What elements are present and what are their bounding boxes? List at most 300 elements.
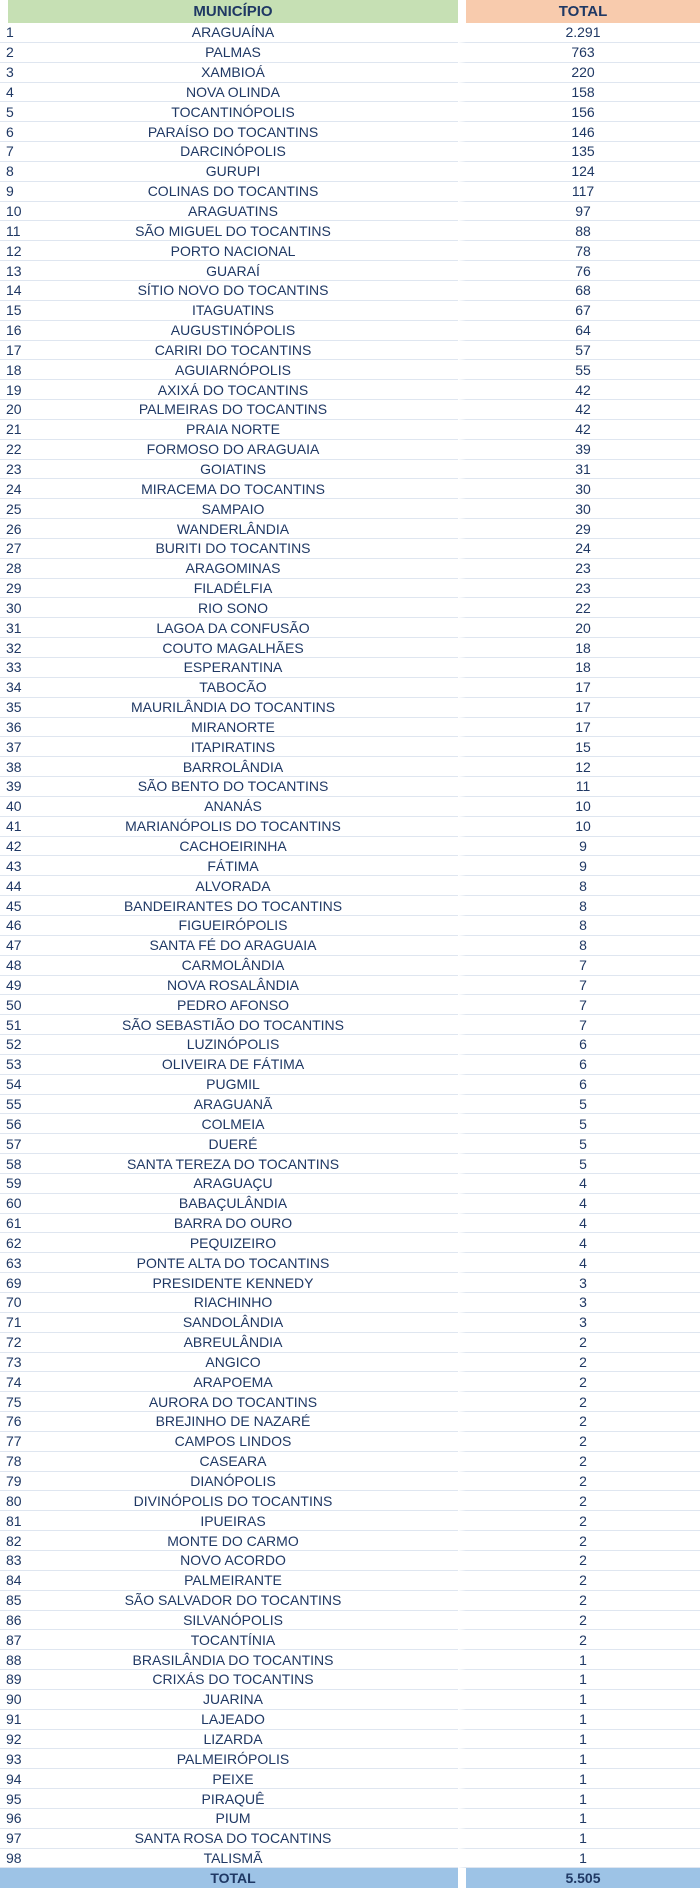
row-municipio: ANANÁS bbox=[8, 797, 458, 817]
row-index: 5 bbox=[0, 102, 8, 122]
table-row bbox=[0, 420, 700, 440]
row-municipio: MARIANÓPOLIS DO TOCANTINS bbox=[8, 817, 458, 837]
table-row bbox=[0, 102, 700, 122]
row-municipio: PALMAS bbox=[8, 43, 458, 63]
table-row bbox=[0, 876, 700, 896]
row-index: 26 bbox=[0, 519, 8, 539]
row-total: 2 bbox=[458, 1412, 700, 1432]
row-total: 4 bbox=[458, 1233, 700, 1253]
row-total: 2 bbox=[458, 1511, 700, 1531]
row-municipio: GURUPI bbox=[8, 162, 458, 182]
row-municipio: DIANÓPOLIS bbox=[8, 1472, 458, 1492]
table-row bbox=[0, 1174, 700, 1194]
row-municipio: FILADÉLFIA bbox=[8, 579, 458, 599]
row-index: 76 bbox=[0, 1412, 8, 1432]
row-total: 2 bbox=[458, 1551, 700, 1571]
table-row bbox=[0, 122, 700, 142]
row-index: 49 bbox=[0, 976, 8, 996]
footer-total-label: TOTAL bbox=[8, 1868, 458, 1888]
table-row bbox=[0, 83, 700, 103]
table-row bbox=[0, 1690, 700, 1710]
row-index: 55 bbox=[0, 1095, 8, 1115]
row-total: 4 bbox=[458, 1214, 700, 1234]
row-total: 8 bbox=[458, 876, 700, 896]
row-index: 59 bbox=[0, 1174, 8, 1194]
row-municipio: COUTO MAGALHÃES bbox=[8, 638, 458, 658]
row-municipio: SANDOLÂNDIA bbox=[8, 1313, 458, 1333]
table-row bbox=[0, 63, 700, 83]
row-total: 1 bbox=[458, 1670, 700, 1690]
row-total: 5 bbox=[458, 1154, 700, 1174]
row-municipio: PEQUIZEIRO bbox=[8, 1233, 458, 1253]
row-total: 5 bbox=[458, 1114, 700, 1134]
row-municipio: ANGICO bbox=[8, 1353, 458, 1373]
row-total: 763 bbox=[458, 43, 700, 63]
table-row bbox=[0, 1809, 700, 1829]
row-total: 23 bbox=[458, 579, 700, 599]
row-index: 72 bbox=[0, 1333, 8, 1353]
row-index: 20 bbox=[0, 400, 8, 420]
row-municipio: XAMBIOÁ bbox=[8, 63, 458, 83]
row-municipio: MIRACEMA DO TOCANTINS bbox=[8, 479, 458, 499]
row-total: 9 bbox=[458, 837, 700, 857]
table-row bbox=[0, 1789, 700, 1809]
row-municipio: SÍTIO NOVO DO TOCANTINS bbox=[8, 281, 458, 301]
table-row bbox=[0, 956, 700, 976]
row-index: 33 bbox=[0, 658, 8, 678]
row-index: 31 bbox=[0, 618, 8, 638]
row-municipio: LUZINÓPOLIS bbox=[8, 1035, 458, 1055]
row-total: 1 bbox=[458, 1789, 700, 1809]
table-row bbox=[0, 1829, 700, 1849]
row-index: 42 bbox=[0, 837, 8, 857]
header-total: TOTAL bbox=[458, 0, 700, 23]
table-row bbox=[0, 896, 700, 916]
table-row bbox=[0, 1452, 700, 1472]
table-row bbox=[0, 539, 700, 559]
row-index: 77 bbox=[0, 1432, 8, 1452]
header-municipio: MUNICÍPIO bbox=[8, 0, 458, 23]
row-index: 61 bbox=[0, 1214, 8, 1234]
footer-index-cell bbox=[0, 1868, 8, 1888]
row-total: 42 bbox=[458, 400, 700, 420]
table-row bbox=[0, 777, 700, 797]
row-index: 84 bbox=[0, 1571, 8, 1591]
row-index: 1 bbox=[0, 23, 8, 43]
row-total: 6 bbox=[458, 1075, 700, 1095]
table-row bbox=[0, 440, 700, 460]
row-municipio: GUARAÍ bbox=[8, 261, 458, 281]
row-total: 68 bbox=[458, 281, 700, 301]
row-index: 90 bbox=[0, 1690, 8, 1710]
row-index: 28 bbox=[0, 559, 8, 579]
table-row bbox=[0, 519, 700, 539]
row-total: 135 bbox=[458, 142, 700, 162]
row-total: 11 bbox=[458, 777, 700, 797]
row-municipio: CACHOEIRINHA bbox=[8, 837, 458, 857]
row-total: 57 bbox=[458, 341, 700, 361]
table-row bbox=[0, 678, 700, 698]
row-municipio: SAMPAIO bbox=[8, 499, 458, 519]
row-municipio: TALISMÃ bbox=[8, 1849, 458, 1869]
row-municipio: OLIVEIRA DE FÁTIMA bbox=[8, 1055, 458, 1075]
row-total: 158 bbox=[458, 83, 700, 103]
table-row bbox=[0, 618, 700, 638]
row-index: 94 bbox=[0, 1769, 8, 1789]
row-total: 1 bbox=[458, 1769, 700, 1789]
row-index: 8 bbox=[0, 162, 8, 182]
row-total: 8 bbox=[458, 896, 700, 916]
row-index: 43 bbox=[0, 856, 8, 876]
row-index: 17 bbox=[0, 341, 8, 361]
row-municipio: PEDRO AFONSO bbox=[8, 995, 458, 1015]
row-index: 45 bbox=[0, 896, 8, 916]
header-index-cell bbox=[0, 0, 8, 23]
row-total: 20 bbox=[458, 618, 700, 638]
row-municipio: AUGUSTINÓPOLIS bbox=[8, 321, 458, 341]
table-row bbox=[0, 202, 700, 222]
row-total: 67 bbox=[458, 301, 700, 321]
row-index: 9 bbox=[0, 182, 8, 202]
row-municipio: DIVINÓPOLIS DO TOCANTINS bbox=[8, 1491, 458, 1511]
table-row bbox=[0, 1531, 700, 1551]
row-total: 2 bbox=[458, 1531, 700, 1551]
row-municipio: TOCANTINÓPOLIS bbox=[8, 102, 458, 122]
row-index: 14 bbox=[0, 281, 8, 301]
row-total: 7 bbox=[458, 976, 700, 996]
table-row bbox=[0, 1432, 700, 1452]
row-index: 21 bbox=[0, 420, 8, 440]
row-municipio: ITAPIRATINS bbox=[8, 737, 458, 757]
table-row bbox=[0, 1511, 700, 1531]
row-municipio: SÃO BENTO DO TOCANTINS bbox=[8, 777, 458, 797]
row-municipio: ARAGUATINS bbox=[8, 202, 458, 222]
row-index: 58 bbox=[0, 1154, 8, 1174]
row-index: 22 bbox=[0, 440, 8, 460]
row-municipio: DARCINÓPOLIS bbox=[8, 142, 458, 162]
row-total: 88 bbox=[458, 221, 700, 241]
table-row bbox=[0, 598, 700, 618]
row-index: 50 bbox=[0, 995, 8, 1015]
row-municipio: SANTA TEREZA DO TOCANTINS bbox=[8, 1154, 458, 1174]
table-footer-row bbox=[0, 1868, 700, 1888]
table-row bbox=[0, 718, 700, 738]
row-total: 7 bbox=[458, 1015, 700, 1035]
table-row bbox=[0, 1591, 700, 1611]
row-municipio: BABAÇULÂNDIA bbox=[8, 1194, 458, 1214]
row-index: 95 bbox=[0, 1789, 8, 1809]
row-total: 2 bbox=[458, 1452, 700, 1472]
table-row bbox=[0, 1333, 700, 1353]
row-municipio: PIRAQUÊ bbox=[8, 1789, 458, 1809]
row-municipio: ARAGOMINAS bbox=[8, 559, 458, 579]
table-row bbox=[0, 23, 700, 43]
row-total: 1 bbox=[458, 1650, 700, 1670]
table-row bbox=[0, 1015, 700, 1035]
row-total: 10 bbox=[458, 817, 700, 837]
row-index: 82 bbox=[0, 1531, 8, 1551]
row-index: 78 bbox=[0, 1452, 8, 1472]
row-index: 91 bbox=[0, 1710, 8, 1730]
row-index: 53 bbox=[0, 1055, 8, 1075]
table-row bbox=[0, 1194, 700, 1214]
row-index: 27 bbox=[0, 539, 8, 559]
row-municipio: BARRA DO OURO bbox=[8, 1214, 458, 1234]
row-index: 4 bbox=[0, 83, 8, 103]
table-row bbox=[0, 1630, 700, 1650]
row-municipio: CASEARA bbox=[8, 1452, 458, 1472]
table-row bbox=[0, 162, 700, 182]
row-municipio: RIO SONO bbox=[8, 598, 458, 618]
row-municipio: RIACHINHO bbox=[8, 1293, 458, 1313]
row-total: 1 bbox=[458, 1710, 700, 1730]
table-body bbox=[0, 23, 700, 1868]
row-municipio: ALVORADA bbox=[8, 876, 458, 896]
row-index: 89 bbox=[0, 1670, 8, 1690]
row-total: 8 bbox=[458, 916, 700, 936]
row-index: 74 bbox=[0, 1372, 8, 1392]
row-total: 2 bbox=[458, 1432, 700, 1452]
row-index: 39 bbox=[0, 777, 8, 797]
table-header-row bbox=[0, 0, 700, 23]
row-total: 24 bbox=[458, 539, 700, 559]
row-municipio: CARIRI DO TOCANTINS bbox=[8, 341, 458, 361]
row-municipio: ARAGUAÍNA bbox=[8, 23, 458, 43]
row-municipio: LAGOA DA CONFUSÃO bbox=[8, 618, 458, 638]
row-total: 2 bbox=[458, 1392, 700, 1412]
row-total: 156 bbox=[458, 102, 700, 122]
row-index: 2 bbox=[0, 43, 8, 63]
row-total: 1 bbox=[458, 1690, 700, 1710]
row-index: 97 bbox=[0, 1829, 8, 1849]
row-total: 1 bbox=[458, 1809, 700, 1829]
row-total: 42 bbox=[458, 420, 700, 440]
row-index: 30 bbox=[0, 598, 8, 618]
table-row bbox=[0, 1154, 700, 1174]
row-index: 32 bbox=[0, 638, 8, 658]
table-row bbox=[0, 579, 700, 599]
row-municipio: BURITI DO TOCANTINS bbox=[8, 539, 458, 559]
row-index: 34 bbox=[0, 678, 8, 698]
table-row bbox=[0, 1551, 700, 1571]
row-total: 2 bbox=[458, 1571, 700, 1591]
row-municipio: PEIXE bbox=[8, 1769, 458, 1789]
row-index: 85 bbox=[0, 1591, 8, 1611]
row-total: 22 bbox=[458, 598, 700, 618]
row-index: 96 bbox=[0, 1809, 8, 1829]
row-total: 7 bbox=[458, 956, 700, 976]
row-total: 17 bbox=[458, 698, 700, 718]
row-total: 2 bbox=[458, 1630, 700, 1650]
row-municipio: COLMEIA bbox=[8, 1114, 458, 1134]
row-total: 1 bbox=[458, 1829, 700, 1849]
row-index: 15 bbox=[0, 301, 8, 321]
row-index: 63 bbox=[0, 1253, 8, 1273]
row-total: 7 bbox=[458, 995, 700, 1015]
row-municipio: ARAPOEMA bbox=[8, 1372, 458, 1392]
row-index: 81 bbox=[0, 1511, 8, 1531]
row-municipio: FÁTIMA bbox=[8, 856, 458, 876]
table-row bbox=[0, 460, 700, 480]
table-row bbox=[0, 1670, 700, 1690]
row-index: 12 bbox=[0, 241, 8, 261]
row-total: 23 bbox=[458, 559, 700, 579]
row-total: 5 bbox=[458, 1095, 700, 1115]
row-total: 29 bbox=[458, 519, 700, 539]
row-total: 39 bbox=[458, 440, 700, 460]
row-total: 64 bbox=[458, 321, 700, 341]
row-index: 16 bbox=[0, 321, 8, 341]
table-row bbox=[0, 1353, 700, 1373]
row-index: 54 bbox=[0, 1075, 8, 1095]
row-total: 117 bbox=[458, 182, 700, 202]
row-municipio: NOVA OLINDA bbox=[8, 83, 458, 103]
table-row bbox=[0, 380, 700, 400]
row-index: 86 bbox=[0, 1611, 8, 1631]
row-index: 10 bbox=[0, 202, 8, 222]
row-municipio: ABREULÂNDIA bbox=[8, 1333, 458, 1353]
table-row bbox=[0, 360, 700, 380]
row-municipio: PALMEIRAS DO TOCANTINS bbox=[8, 400, 458, 420]
row-municipio: PARAÍSO DO TOCANTINS bbox=[8, 122, 458, 142]
table-row bbox=[0, 1095, 700, 1115]
row-total: 4 bbox=[458, 1253, 700, 1273]
row-index: 98 bbox=[0, 1849, 8, 1869]
row-municipio: SANTA FÉ DO ARAGUAIA bbox=[8, 936, 458, 956]
table-row bbox=[0, 1710, 700, 1730]
row-total: 17 bbox=[458, 678, 700, 698]
table-row bbox=[0, 797, 700, 817]
row-municipio: LAJEADO bbox=[8, 1710, 458, 1730]
row-total: 1 bbox=[458, 1730, 700, 1750]
table-row bbox=[0, 1055, 700, 1075]
row-total: 1 bbox=[458, 1849, 700, 1869]
row-municipio: BANDEIRANTES DO TOCANTINS bbox=[8, 896, 458, 916]
table-row bbox=[0, 1412, 700, 1432]
table-row bbox=[0, 1472, 700, 1492]
row-total: 4 bbox=[458, 1194, 700, 1214]
row-total: 124 bbox=[458, 162, 700, 182]
row-total: 2 bbox=[458, 1611, 700, 1631]
row-index: 35 bbox=[0, 698, 8, 718]
row-index: 38 bbox=[0, 757, 8, 777]
table-row bbox=[0, 1114, 700, 1134]
row-municipio: MIRANORTE bbox=[8, 718, 458, 738]
table-row bbox=[0, 1273, 700, 1293]
row-municipio: IPUEIRAS bbox=[8, 1511, 458, 1531]
table-row bbox=[0, 837, 700, 857]
row-index: 47 bbox=[0, 936, 8, 956]
row-index: 18 bbox=[0, 360, 8, 380]
row-index: 36 bbox=[0, 718, 8, 738]
row-municipio: ARAGUAÇU bbox=[8, 1174, 458, 1194]
row-municipio: PALMEIRANTE bbox=[8, 1571, 458, 1591]
table-row bbox=[0, 1233, 700, 1253]
row-total: 2 bbox=[458, 1333, 700, 1353]
table-row bbox=[0, 1134, 700, 1154]
row-total: 9 bbox=[458, 856, 700, 876]
row-total: 4 bbox=[458, 1174, 700, 1194]
row-total: 3 bbox=[458, 1313, 700, 1333]
table-row bbox=[0, 1749, 700, 1769]
row-total: 2 bbox=[458, 1372, 700, 1392]
row-total: 30 bbox=[458, 479, 700, 499]
table-row bbox=[0, 658, 700, 678]
row-index: 57 bbox=[0, 1134, 8, 1154]
row-total: 5 bbox=[458, 1134, 700, 1154]
row-total: 76 bbox=[458, 261, 700, 281]
row-total: 3 bbox=[458, 1273, 700, 1293]
row-index: 69 bbox=[0, 1273, 8, 1293]
row-municipio: AGUIARNÓPOLIS bbox=[8, 360, 458, 380]
table-row bbox=[0, 281, 700, 301]
row-municipio: ARAGUANÃ bbox=[8, 1095, 458, 1115]
row-total: 6 bbox=[458, 1055, 700, 1075]
row-total: 2 bbox=[458, 1472, 700, 1492]
row-municipio: ITAGUATINS bbox=[8, 301, 458, 321]
row-municipio: CAMPOS LINDOS bbox=[8, 1432, 458, 1452]
table-row bbox=[0, 638, 700, 658]
row-municipio: COLINAS DO TOCANTINS bbox=[8, 182, 458, 202]
row-municipio: LIZARDA bbox=[8, 1730, 458, 1750]
row-municipio: TOCANTÍNIA bbox=[8, 1630, 458, 1650]
row-total: 30 bbox=[458, 499, 700, 519]
row-index: 48 bbox=[0, 956, 8, 976]
row-total: 18 bbox=[458, 658, 700, 678]
row-index: 73 bbox=[0, 1353, 8, 1373]
row-municipio: SÃO SALVADOR DO TOCANTINS bbox=[8, 1591, 458, 1611]
row-total: 6 bbox=[458, 1035, 700, 1055]
row-municipio: CRIXÁS DO TOCANTINS bbox=[8, 1670, 458, 1690]
table-row bbox=[0, 341, 700, 361]
row-total: 2 bbox=[458, 1591, 700, 1611]
row-index: 19 bbox=[0, 380, 8, 400]
table-row bbox=[0, 995, 700, 1015]
row-index: 44 bbox=[0, 876, 8, 896]
table-row bbox=[0, 916, 700, 936]
row-municipio: SANTA ROSA DO TOCANTINS bbox=[8, 1829, 458, 1849]
row-municipio: WANDERLÂNDIA bbox=[8, 519, 458, 539]
row-municipio: CARMOLÂNDIA bbox=[8, 956, 458, 976]
row-municipio: NOVO ACORDO bbox=[8, 1551, 458, 1571]
row-index: 37 bbox=[0, 737, 8, 757]
table-row bbox=[0, 221, 700, 241]
row-municipio: ESPERANTINA bbox=[8, 658, 458, 678]
table-row bbox=[0, 856, 700, 876]
row-total: 31 bbox=[458, 460, 700, 480]
table-row bbox=[0, 1293, 700, 1313]
row-municipio: SILVANÓPOLIS bbox=[8, 1611, 458, 1631]
table-row bbox=[0, 976, 700, 996]
table-row bbox=[0, 1849, 700, 1869]
row-municipio: BARROLÂNDIA bbox=[8, 757, 458, 777]
row-total: 1 bbox=[458, 1749, 700, 1769]
row-municipio: PALMEIRÓPOLIS bbox=[8, 1749, 458, 1769]
row-total: 12 bbox=[458, 757, 700, 777]
row-municipio: NOVA ROSALÂNDIA bbox=[8, 976, 458, 996]
row-total: 55 bbox=[458, 360, 700, 380]
row-municipio: MONTE DO CARMO bbox=[8, 1531, 458, 1551]
row-municipio: PIUM bbox=[8, 1809, 458, 1829]
row-municipio: JUARINA bbox=[8, 1690, 458, 1710]
row-total: 2 bbox=[458, 1491, 700, 1511]
row-index: 93 bbox=[0, 1749, 8, 1769]
row-index: 83 bbox=[0, 1551, 8, 1571]
row-municipio: BREJINHO DE NAZARÉ bbox=[8, 1412, 458, 1432]
table-row bbox=[0, 1253, 700, 1273]
row-index: 60 bbox=[0, 1194, 8, 1214]
row-total: 2.291 bbox=[458, 23, 700, 43]
